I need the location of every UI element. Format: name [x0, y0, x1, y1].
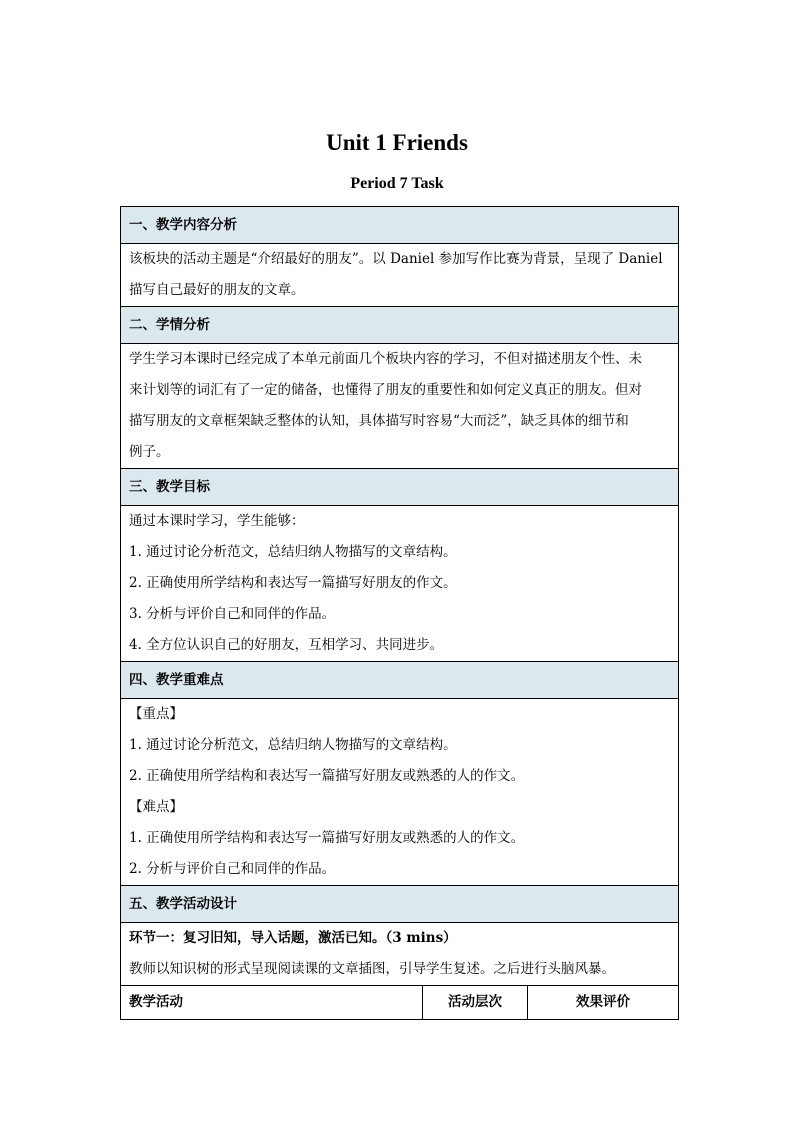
objective-item: 3. 分析与评价自己和同伴的作品。: [129, 606, 336, 622]
column-header-evaluation: 效果评价: [528, 986, 679, 1020]
section-body-key-difficult: [121, 699, 679, 886]
document-title: Unit 1 Friends: [326, 130, 468, 155]
difficult-point-item: 2. 分析与评价自己和同伴的作品。: [129, 861, 336, 877]
text-line: 描写自己最好的朋友的文章。: [129, 282, 305, 298]
text-line: 例子。: [129, 444, 170, 460]
document-subtitle: Period 7 Task: [350, 175, 444, 192]
key-point-item: 2. 正确使用所学结构和表达写一篇描写好朋友或熟悉的人的作文。: [129, 768, 525, 784]
text-line: 来计划等的词汇有了一定的储备，也懂得了朋友的重要性和如何定义真正的朋友。但对: [129, 382, 642, 398]
objective-item: 4. 全方位认识自己的好朋友，互相学习、共同进步。: [129, 637, 444, 653]
text-line: 通过本课时学习，学生能够：: [129, 513, 305, 529]
activity-step-description: 教师以知识树的形式呈现阅读课的文章插图，引导学生复述。之后进行头脑风暴。: [129, 961, 615, 977]
column-header-activity: 教学活动: [121, 986, 423, 1020]
section-body-content-analysis: [121, 244, 679, 307]
difficult-points-label: 【难点】: [129, 799, 183, 815]
section-heading-objectives: 三、教学目标: [121, 469, 679, 506]
activity-step-title: 环节一：复习旧知，导入话题，激活已知。（3 mins）: [129, 930, 457, 946]
section-heading-content-analysis: 一、教学内容分析: [121, 207, 679, 244]
text-line: 描写朋友的文章框架缺乏整体的认知，具体描写时容易“大而泛”，缺乏具体的细节和: [129, 413, 629, 429]
key-point-item: 1. 通过讨论分析范文，总结归纳人物描写的文章结构。: [129, 737, 457, 753]
section-heading-key-difficult: 四、教学重难点: [121, 662, 679, 699]
objective-item: 1. 通过讨论分析范文，总结归纳人物描写的文章结构。: [129, 544, 457, 560]
section-body-objectives: [121, 506, 679, 662]
difficult-point-item: 1. 正确使用所学结构和表达写一篇描写好朋友或熟悉的人的作文。: [129, 830, 525, 846]
section-body-student-analysis: [121, 344, 679, 469]
objective-item: 2. 正确使用所学结构和表达写一篇描写好朋友的作文。: [129, 575, 457, 591]
text-line: 该板块的活动主题是“介绍最好的朋友”。以 Daniel 参加写作比赛为背景，呈现了 Daniel: [129, 251, 663, 267]
section-heading-activity-design: 五、教学活动设计: [121, 886, 679, 923]
section-body-activity-design: [121, 923, 679, 986]
section-heading-student-analysis: 二、学情分析: [121, 307, 679, 344]
key-points-label: 【重点】: [129, 706, 183, 722]
lesson-plan-table: [120, 206, 679, 1020]
column-header-level: 活动层次: [423, 986, 528, 1020]
text-line: 学生学习本课时已经完成了本单元前面几个板块内容的学习，不但对描述朋友个性、未: [129, 351, 642, 367]
